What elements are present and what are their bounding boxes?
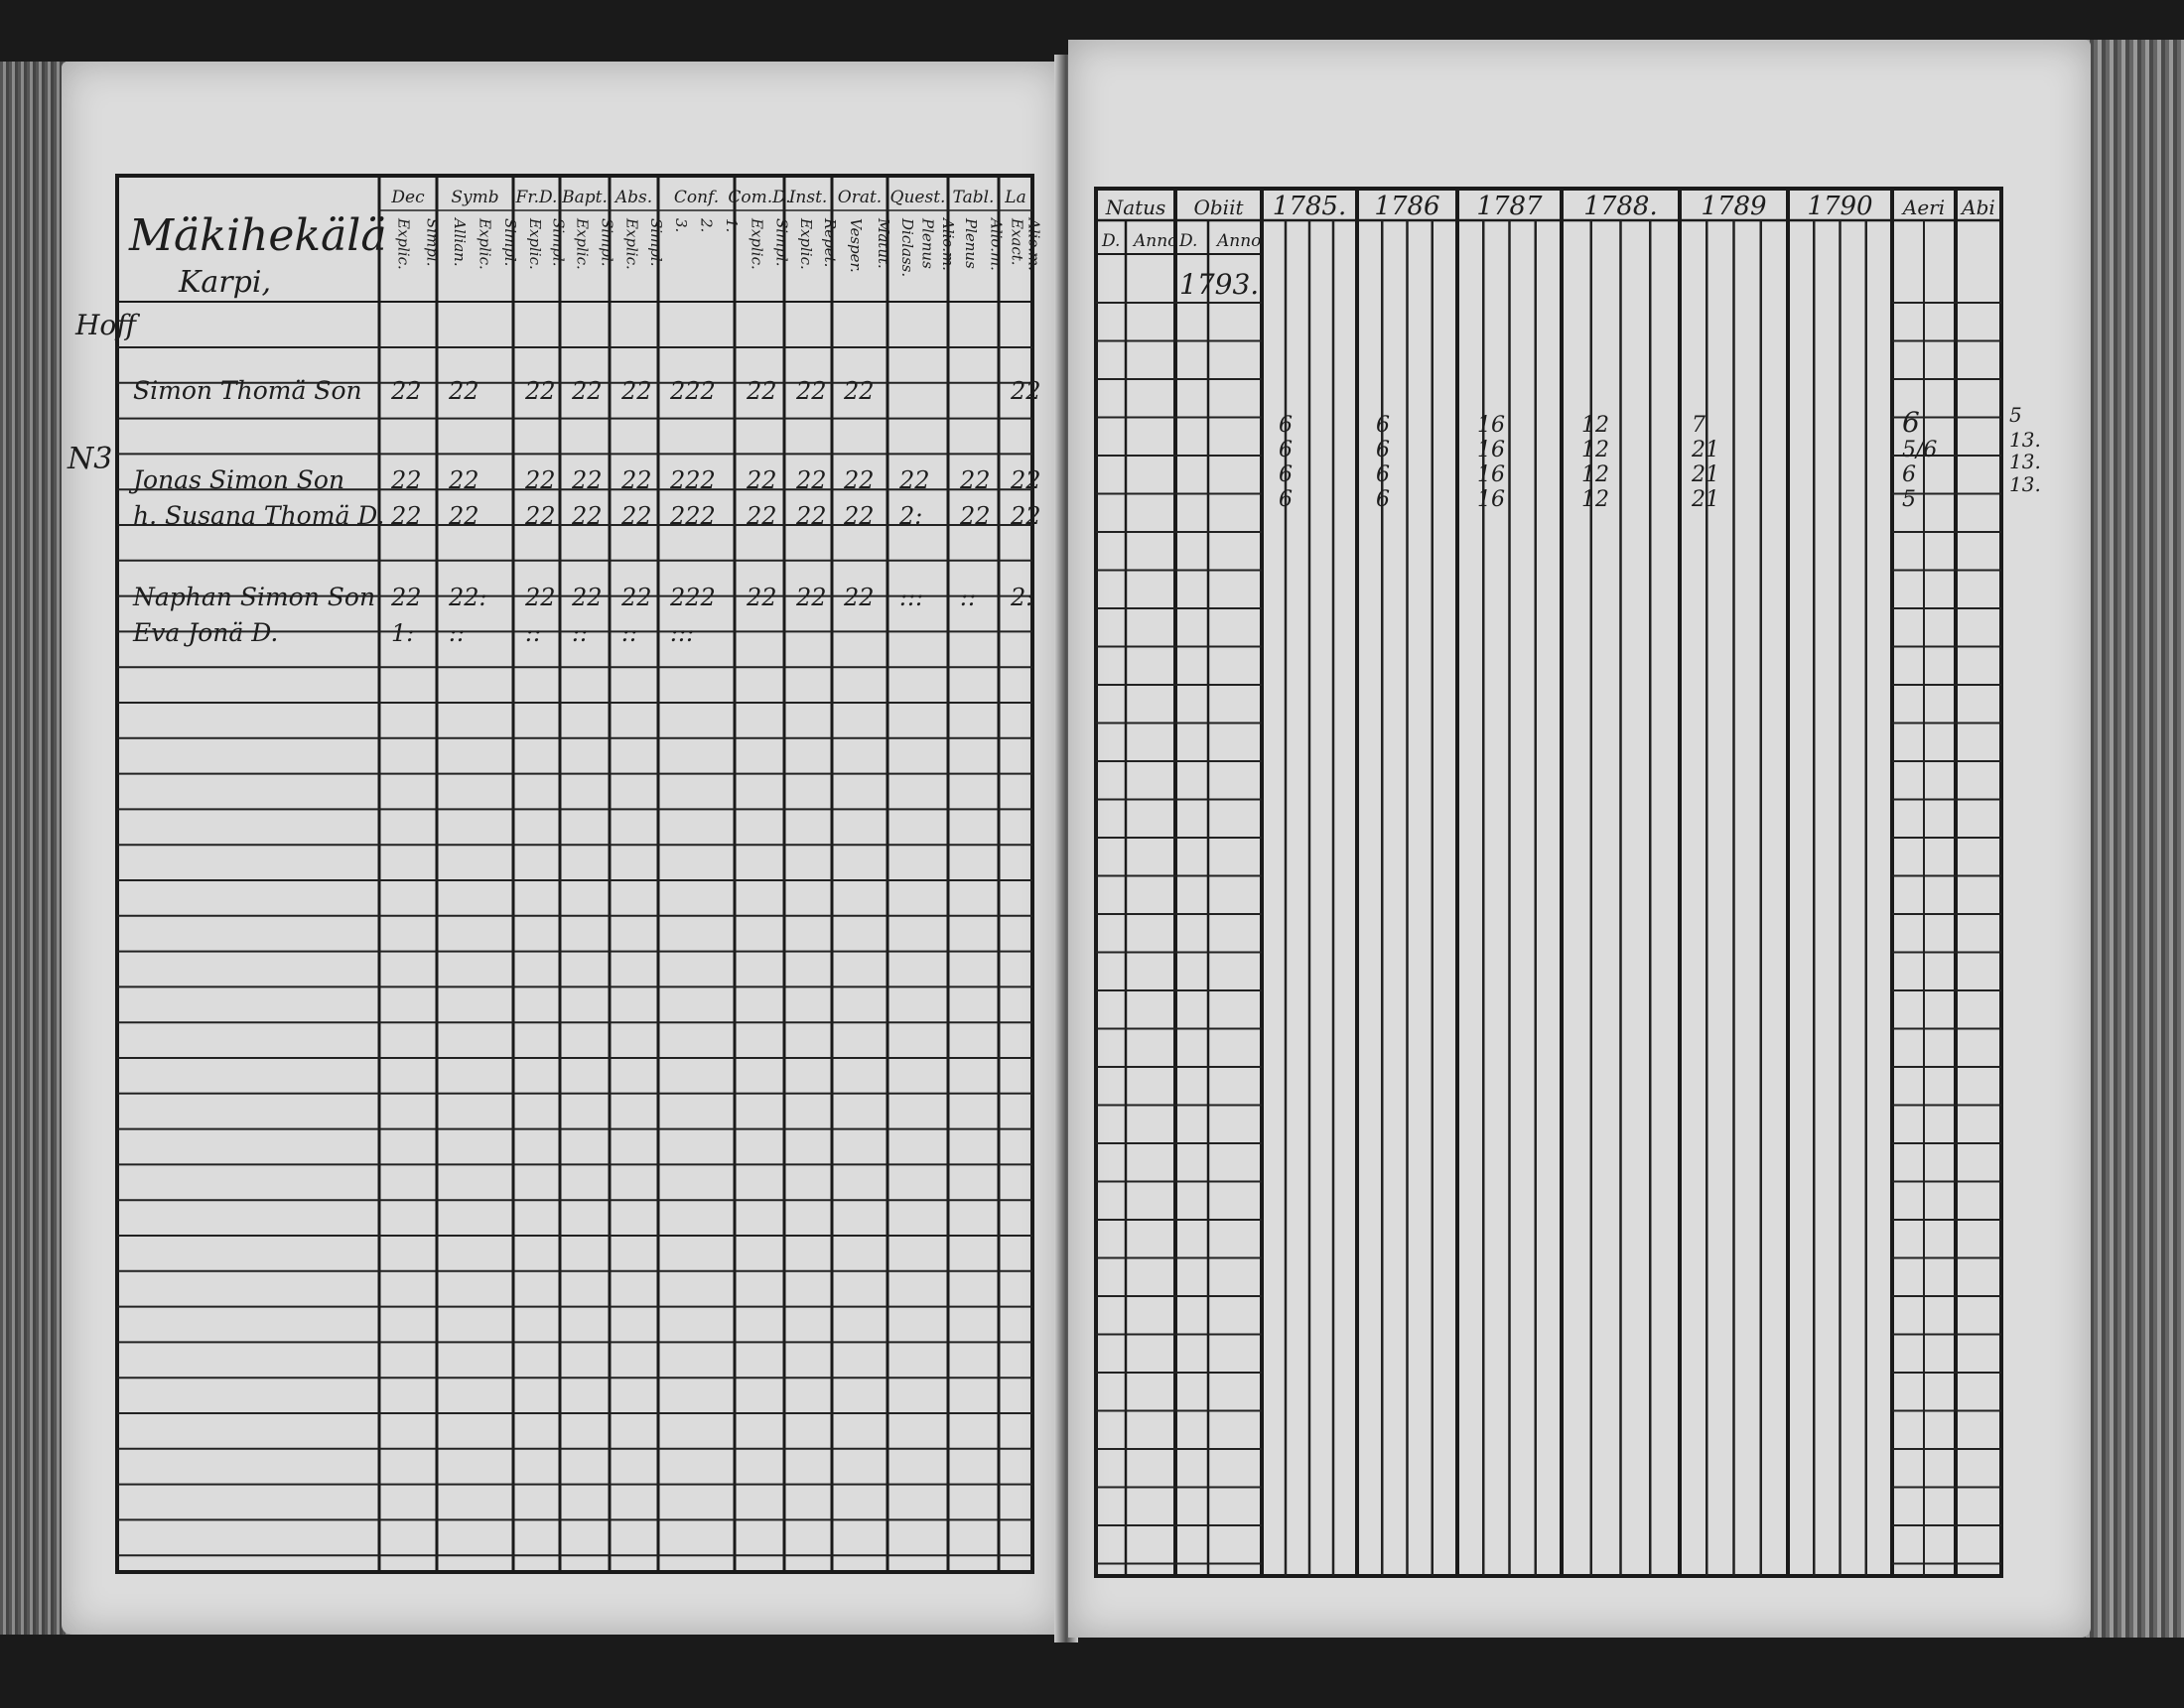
person-mark-1-3: 22 <box>572 466 603 494</box>
person-mark-3-2: 22 <box>525 584 556 611</box>
person-mark-2-11: 22 <box>1011 502 1041 530</box>
column-subheader-1-1: Explic. <box>476 218 494 270</box>
person-mark-3-11: 2: <box>1011 584 1034 611</box>
column-subheader-10-0: Plenus <box>961 218 980 269</box>
column-subheader-8-1: Matut. <box>875 218 892 269</box>
entry-aeri-1: 5/6 <box>1902 438 1938 462</box>
entry-c1785-3: 6 <box>1279 487 1293 512</box>
column-subheader-8-0: Vesper. <box>847 218 865 273</box>
person-mark-0-2: 22 <box>525 377 556 405</box>
entry-c1789-3: 21 <box>1692 487 1719 512</box>
left-page <box>62 62 1062 1635</box>
person-mark-2-3: 22 <box>572 502 603 530</box>
column-header-5: Conf. <box>673 188 720 207</box>
person-mark-1-0: 22 <box>391 466 422 494</box>
column-subheader-6-1: Simpl. <box>772 218 791 267</box>
column-header-0: Dec <box>391 188 425 207</box>
margin-mark-n3: N3 <box>68 442 113 476</box>
entry-c1785-2: 6 <box>1279 462 1293 487</box>
margin-number-0: 5 <box>2009 403 2022 427</box>
person-name-1: Jonas Simon Son <box>133 465 345 494</box>
column-header-8: Orat. <box>837 188 883 207</box>
village-title: Mäkihekälä <box>129 210 387 261</box>
entry-c1788-0: 12 <box>1581 413 1609 438</box>
column-subheader-11-0: Exact. <box>1008 218 1026 266</box>
entry-c1787-3: 16 <box>1477 487 1505 512</box>
person-mark-2-10: 22 <box>960 502 991 530</box>
column-header-9: Abi <box>1962 196 1995 219</box>
column-subheader-4-1: Simpl. <box>646 218 665 267</box>
column-subheader-0-1: Simpl. <box>423 218 442 267</box>
column-header-6: Com.D. <box>728 188 791 207</box>
column-subheader-9-0: Diclass. <box>898 218 917 278</box>
column-header-2: Fr.D. <box>515 188 558 207</box>
entry-c1788-3: 12 <box>1581 487 1609 512</box>
entry-c1786-3: 6 <box>1376 487 1390 512</box>
column-header-4: 1787 <box>1476 192 1543 221</box>
column-subheader-11-1: Alio.m. <box>1024 218 1043 271</box>
column-subheader-5-0: 3. <box>671 218 690 233</box>
person-mark-0-3: 22 <box>572 377 603 405</box>
column-header-11: La <box>1005 188 1026 207</box>
column-header-0: Natus <box>1105 196 1166 219</box>
person-mark-2-9: 2: <box>899 502 923 530</box>
person-name-3: Naphan Simon Son <box>133 583 376 611</box>
column-subheader-9-2: Alio.m. <box>938 218 957 271</box>
column-header-3: Bapt. <box>562 188 608 207</box>
person-mark-0-4: 22 <box>621 377 652 405</box>
person-mark-3-5: 222 <box>670 584 716 611</box>
person-mark-1-4: 22 <box>621 466 652 494</box>
person-mark-1-1: 22 <box>449 466 479 494</box>
person-mark-2-0: 22 <box>391 502 422 530</box>
person-name-2: h. Susana Thomä D. <box>133 501 385 530</box>
person-mark-3-6: 22 <box>747 584 777 611</box>
person-mark-1-7: 22 <box>796 466 827 494</box>
column-subheader-6-0: Explic. <box>748 218 766 270</box>
person-mark-0-5: 222 <box>670 377 716 405</box>
person-mark-3-3: 22 <box>572 584 603 611</box>
person-mark-4-3: :: <box>572 619 589 647</box>
book-edge-left <box>0 62 69 1635</box>
right-register-table <box>1068 40 2091 1638</box>
village-subtitle: Karpi, <box>179 265 271 300</box>
entry-aeri-2: 6 <box>1902 462 1916 487</box>
column-subheader-2: D. <box>1179 231 1198 251</box>
person-mark-3-1: 22: <box>449 584 487 611</box>
entry-c1786-1: 6 <box>1376 438 1390 462</box>
person-mark-2-4: 22 <box>621 502 652 530</box>
entry-c1785-0: 6 <box>1279 413 1293 438</box>
entry-c1787-0: 16 <box>1477 413 1505 438</box>
column-header-8: Aeri <box>1902 196 1946 219</box>
person-mark-4-0: 1: <box>391 619 415 647</box>
column-header-1: Obiit <box>1193 196 1244 219</box>
right-page <box>1068 40 2091 1638</box>
person-mark-1-6: 22 <box>747 466 777 494</box>
person-mark-3-9: ::: <box>899 584 924 611</box>
column-header-3: 1786 <box>1374 192 1440 221</box>
person-mark-3-8: 22 <box>844 584 875 611</box>
left-register-table <box>62 62 1062 1635</box>
column-subheader-0-0: Explic. <box>394 218 413 270</box>
person-mark-1-11: 22 <box>1011 466 1041 494</box>
person-mark-0-11: 22 <box>1011 377 1041 405</box>
person-mark-4-4: :: <box>621 619 638 647</box>
column-subheader-3-1: Simpl. <box>598 218 616 267</box>
column-header-4: Abs. <box>614 188 653 207</box>
person-mark-3-10: :: <box>960 584 977 611</box>
person-mark-2-7: 22 <box>796 502 827 530</box>
person-mark-1-10: 22 <box>960 466 991 494</box>
person-mark-3-7: 22 <box>796 584 827 611</box>
person-mark-2-8: 22 <box>844 502 875 530</box>
entry-c1788-1: 12 <box>1581 438 1609 462</box>
column-subheader-0: D. <box>1102 231 1121 251</box>
person-mark-0-1: 22 <box>449 377 479 405</box>
person-mark-0-7: 22 <box>796 377 827 405</box>
column-header-5: 1788. <box>1583 192 1658 221</box>
person-mark-2-1: 22 <box>449 502 479 530</box>
person-mark-1-8: 22 <box>844 466 875 494</box>
column-header-9: Quest. <box>889 188 946 207</box>
person-mark-0-6: 22 <box>747 377 777 405</box>
column-subheader-7-1: Repet. <box>821 218 839 268</box>
column-header-10: Tabl. <box>952 188 995 207</box>
column-subheader-3: Anno <box>1217 231 1262 251</box>
person-mark-4-1: :: <box>449 619 466 647</box>
person-mark-2-2: 22 <box>525 502 556 530</box>
column-subheader-5-2: 1. <box>723 218 742 233</box>
person-mark-1-9: 22 <box>899 466 930 494</box>
entry-c1789-2: 21 <box>1692 462 1719 487</box>
column-subheader-1-2: Simpl. <box>501 218 520 267</box>
person-mark-0-8: 22 <box>844 377 875 405</box>
person-mark-2-6: 22 <box>747 502 777 530</box>
column-header-6: 1789 <box>1701 192 1767 221</box>
column-subheader-7-0: Explic. <box>797 218 815 270</box>
column-subheader-10-1: Alio.m. <box>987 218 1006 271</box>
entry-aeri-3: 5 <box>1902 487 1916 512</box>
margin-number-1: 13. <box>2009 428 2041 452</box>
column-subheader-5-1: 2. <box>697 218 716 233</box>
margin-number-2: 13. <box>2009 450 2041 473</box>
column-subheader-1: Anno <box>1134 231 1178 251</box>
column-header-7: 1790 <box>1807 192 1873 221</box>
entry-c1789-0: 7 <box>1692 413 1706 438</box>
entry-c1788-2: 12 <box>1581 462 1609 487</box>
column-subheader-2-0: Explic. <box>525 218 544 270</box>
entry-c1787-2: 16 <box>1477 462 1505 487</box>
entry-c1786-2: 6 <box>1376 462 1390 487</box>
person-mark-3-0: 22 <box>391 584 422 611</box>
entry-c1789-1: 21 <box>1692 438 1719 462</box>
margin-mark-hoff: Hoff <box>75 309 137 341</box>
entry-aeri-0: 6 <box>1902 406 1920 439</box>
person-mark-1-5: 222 <box>670 466 716 494</box>
column-subheader-9-1: Plenus <box>918 218 937 269</box>
entry-c1787-1: 16 <box>1477 438 1505 462</box>
person-mark-1-2: 22 <box>525 466 556 494</box>
person-name-4: Eva Jonä D. <box>133 618 279 647</box>
column-subheader-4-0: Explic. <box>622 218 641 270</box>
person-mark-4-2: :: <box>525 619 542 647</box>
person-mark-2-5: 222 <box>670 502 716 530</box>
person-mark-0-0: 22 <box>391 377 422 405</box>
person-mark-3-4: 22 <box>621 584 652 611</box>
person-name-0: Simon Thomä Son <box>133 376 362 405</box>
column-subheader-2-1: Simpl. <box>549 218 568 267</box>
death-year: 1793. <box>1179 268 1260 301</box>
column-header-2: 1785. <box>1272 192 1347 221</box>
column-subheader-3-0: Explic. <box>573 218 592 270</box>
margin-number-3: 13. <box>2009 472 2041 496</box>
entry-c1786-0: 6 <box>1376 413 1390 438</box>
column-header-1: Symb <box>451 188 499 207</box>
person-mark-4-5: ::: <box>670 619 695 647</box>
column-header-7: Inst. <box>788 188 828 207</box>
column-subheader-1-0: Allian. <box>450 218 469 267</box>
entry-c1785-1: 6 <box>1279 438 1293 462</box>
